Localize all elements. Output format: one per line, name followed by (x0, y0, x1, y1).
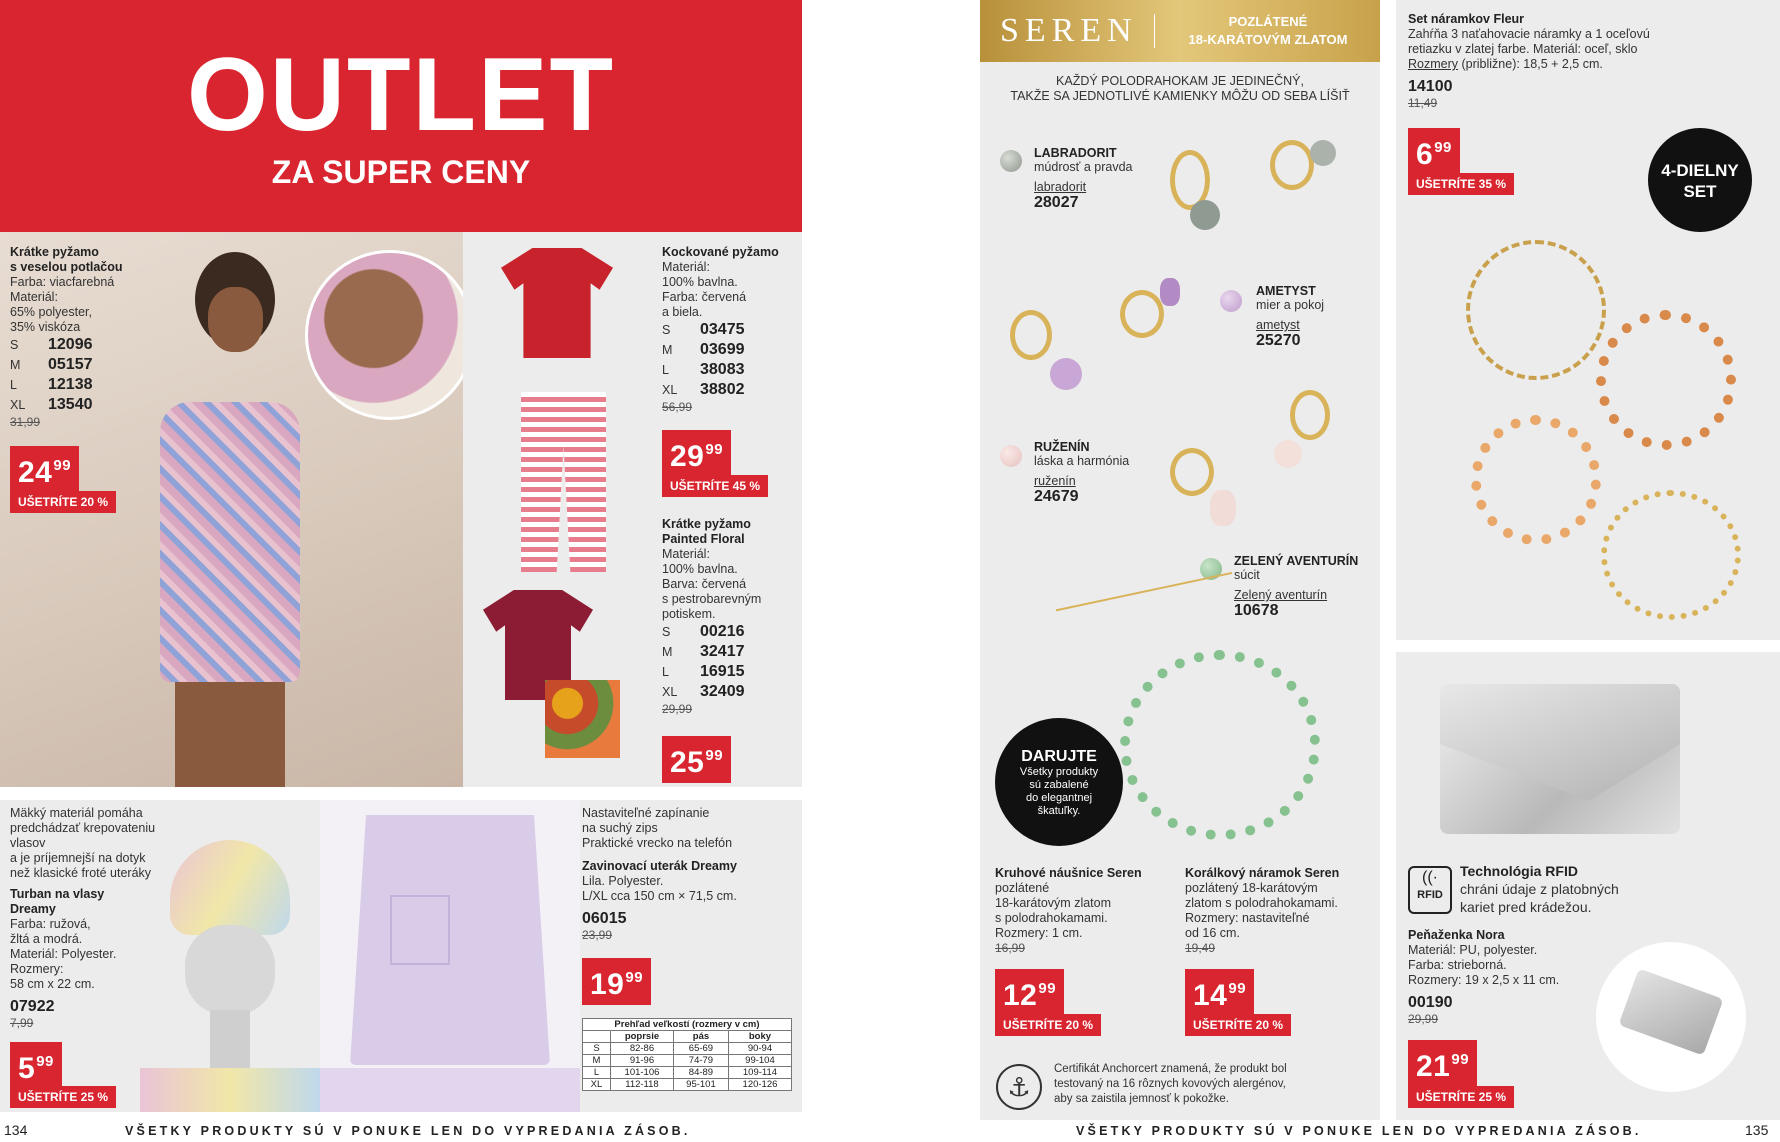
gem-variant: labradorit (1034, 180, 1087, 194)
price-tag (662, 736, 731, 783)
pajama-floral-desc-3: Barva: červená (662, 577, 747, 591)
anchorcert-line-2: testovaný na 16 rôznych kovových alergénov, (1054, 1078, 1286, 1090)
table-cell: S (583, 1043, 611, 1055)
gift-badge-text-4: škatuľky. (1037, 805, 1081, 817)
wallet-desc-1: Materiál: PU, polyester. (1408, 943, 1538, 957)
pajama-print-title-1: Krátke pyžamo (10, 245, 99, 259)
product-code: 03475 (700, 321, 745, 338)
savings-badge: UŠETRÍTE 35 % (1408, 173, 1514, 195)
size-label: S (662, 625, 671, 639)
product-code: 24679 (1034, 488, 1079, 505)
labradorite-swatch (1000, 150, 1022, 172)
table-cell: 101-106 (610, 1067, 673, 1079)
anchorcert-line-1: Certifikát Anchorcert znamená, že produkt bol (1054, 1063, 1287, 1075)
turban-desc-2: žltá a modrá. (10, 932, 83, 946)
product-code: 16915 (700, 663, 745, 680)
earrings-info (995, 866, 1175, 955)
bracelet-set-info (1408, 12, 1768, 110)
turban-intro-4: než klasické froté uteráky (10, 866, 152, 880)
price-cents: 99 (1228, 980, 1247, 997)
rfid-info (1460, 862, 1700, 916)
gift-badge-text-3: do elegantnej (1025, 792, 1093, 804)
bracelet-set-desc-1: Zahŕňa 3 naťahovacie náramky a 1 oceľovú (1408, 27, 1650, 41)
price-cents: 99 (705, 747, 724, 764)
earrings-desc-4: Rozmery: 1 cm. (995, 926, 1083, 940)
table-cell: M (583, 1055, 611, 1067)
old-price: 16,99 (995, 941, 1026, 955)
pajama-print-desc-1: Farba: viacfarebná (10, 275, 115, 289)
unique-note-1: KAŽDÝ POLODRAHOKAM JE JEDINEČNÝ, (1056, 74, 1304, 88)
gem-meaning: múdrosť a pravda (1034, 160, 1133, 174)
table-cell: 82-86 (610, 1043, 673, 1055)
price-tag (582, 958, 651, 1005)
pajama-floral-info (662, 517, 802, 716)
outlet-banner (0, 0, 802, 232)
pajama-floral-sizes (662, 622, 802, 702)
table-cell: 91-96 (610, 1055, 673, 1067)
price-tag (1408, 128, 1460, 175)
gem-meaning: mier a pokoj (1256, 298, 1325, 312)
price-whole: 24 (18, 456, 53, 489)
beaded-bracelet-title: Korálkový náramok Seren (1185, 866, 1340, 880)
size-label: XL (662, 383, 678, 397)
savings-badge: UŠETRÍTE 20 % (1185, 1014, 1291, 1036)
table-cell: 84-89 (673, 1067, 728, 1079)
gem-variant: Zelený aventurín (1234, 588, 1328, 602)
bracelet-set-desc-2: retiazku v zlatej farbe. Materiál: oceľ, sklo (1408, 42, 1638, 56)
size-table (582, 1018, 792, 1091)
size-label: XL (662, 685, 678, 699)
price-whole: 25 (670, 746, 705, 779)
size-table-header: pás (673, 1031, 728, 1043)
pajama-check-title: Kockované pyžamo (662, 245, 779, 259)
set-badge-line-1: 4-DIELNY (1661, 161, 1739, 180)
pajama-floral-desc-1: Materiál: (662, 547, 710, 561)
pajama-print-sizes (10, 335, 140, 415)
towel-desc-1: Lila. Polyester. (582, 874, 664, 888)
gem-labradorite (1034, 146, 1133, 212)
gift-badge-title: DARUJTE (1021, 748, 1097, 765)
price-tag (10, 1042, 62, 1089)
pajama-check-desc-2: 100% bavlna. (662, 275, 738, 289)
pajama-print-desc-4: 35% viskóza (10, 320, 81, 334)
product-code: 13540 (48, 396, 93, 413)
amethyst-swatch (1220, 290, 1242, 312)
price-cents: 99 (1451, 1051, 1470, 1068)
price-cents: 99 (1038, 980, 1057, 997)
product-code: 25270 (1256, 332, 1301, 349)
table-cell: 95-101 (673, 1079, 728, 1091)
product-code: 38083 (700, 361, 745, 378)
old-price: 31,99 (10, 415, 41, 429)
labradorite-earrings (1170, 140, 1350, 240)
product-code: 28027 (1034, 194, 1079, 211)
size-label: XL (10, 398, 26, 412)
pajama-floral-desc-4: s pestrobarevným (662, 592, 762, 606)
banner-subtitle: ZA SUPER CENY (271, 154, 531, 190)
size-label: M (662, 645, 673, 659)
size-table-caption: Prehľad veľkostí (rozmery v cm) (583, 1019, 792, 1031)
product-code: 00190 (1408, 994, 1453, 1011)
towel-intro-2: na suchý zips (582, 821, 658, 835)
left-page (0, 0, 810, 1142)
gem-variant: ruženín (1034, 474, 1076, 488)
wallet-desc-2: Farba: strieborná. (1408, 958, 1507, 972)
gem-name: LABRADORIT (1034, 146, 1117, 160)
price-whole: 29 (670, 440, 705, 473)
pajama-check-info (662, 245, 802, 414)
old-price: 23,99 (582, 928, 613, 942)
rfid-title: Technológia RFID (1460, 863, 1578, 879)
size-label: L (662, 665, 669, 679)
detail-photo-circle (305, 250, 475, 420)
savings-badge: UŠETRÍTE 20 % (995, 1014, 1101, 1036)
bracelet-chain-gold (1466, 240, 1606, 380)
beaded-bracelet-info (1185, 866, 1375, 955)
floral-shorts (545, 680, 620, 758)
pajama-check-sizes (662, 320, 802, 400)
savings-badge: UŠETRÍTE 25 % (1408, 1086, 1514, 1108)
gem-amethyst (1256, 284, 1324, 350)
price-whole: 19 (590, 968, 625, 1001)
aventurine-bracelet (1120, 650, 1320, 840)
turban-desc-5: 58 cm x 22 cm. (10, 977, 95, 991)
size-table-header (583, 1031, 611, 1043)
product-code: 07922 (10, 998, 55, 1015)
page-number-left: 134 (4, 1122, 28, 1138)
gem-variant: ametyst (1256, 318, 1300, 332)
pajama-floral-desc-5: potiskem. (662, 607, 716, 621)
price-cents: 99 (53, 457, 72, 474)
pajama-check-desc-1: Materiál: (662, 260, 710, 274)
price-whole: 6 (1416, 138, 1434, 171)
bracelet-mixed (1471, 415, 1601, 545)
table-cell: 120-126 (728, 1079, 791, 1091)
red-tshirt (501, 248, 613, 358)
pajama-check-desc-4: a biela. (662, 305, 703, 319)
gem-name: RUŽENÍN (1034, 440, 1090, 454)
model-figure (140, 252, 320, 787)
beaded-bracelet-desc-4: od 16 cm. (1185, 926, 1240, 940)
savings-badge: UŠETRÍTE 45 % (662, 475, 768, 497)
seren-logo: SEREN (1000, 12, 1138, 49)
price-cents: 99 (625, 969, 644, 986)
gift-badge-text-2: sú zabalené (1029, 779, 1089, 791)
wallet-open-photo (1596, 942, 1746, 1092)
price-tag (995, 969, 1064, 1016)
towel-info (582, 806, 797, 942)
seren-divider (1154, 14, 1155, 48)
turban-desc-3: Materiál: Polyester. (10, 947, 117, 961)
product-code: 12096 (48, 336, 93, 353)
size-label: S (662, 323, 671, 337)
earrings-desc-3: s polodrahokamami. (995, 911, 1108, 925)
rfid-icon-label: RFID (1417, 889, 1443, 901)
product-code: 03699 (700, 341, 745, 358)
turban-desc-1: Farba: ružová, (10, 917, 91, 931)
turban-fabric (140, 1068, 320, 1112)
turban-title-1: Turban na vlasy (10, 887, 105, 901)
amethyst-earrings (1010, 270, 1200, 410)
size-label: S (10, 338, 19, 352)
table-cell: 65-69 (673, 1043, 728, 1055)
price-cents: 99 (36, 1053, 54, 1070)
turban-intro-1: Mäkký materiál pomáha (10, 806, 143, 820)
price-tag (1185, 969, 1254, 1016)
page-number-right: 135 (1745, 1122, 1769, 1138)
size-label: M (662, 343, 673, 357)
beaded-bracelet-desc-1: pozlátený 18-karátovým (1185, 881, 1318, 895)
gift-badge-text-1: Všetky produkty (1019, 766, 1099, 778)
wallet-desc-3: Rozmery: 19 x 2,5 x 11 cm. (1408, 973, 1560, 987)
towel-intro-3: Praktické vrecko na telefón (582, 836, 733, 850)
price-cents: 99 (1434, 139, 1452, 156)
pajama-print-desc-2: Materiál: (10, 290, 58, 304)
dims-rest: (približne): 18,5 + 2,5 cm. (1458, 57, 1603, 71)
unique-note-2: TAKŽE SA JEDNOTLIVÉ KAMIENKY MÔŽU OD SEBA LÍŠIŤ (1010, 89, 1350, 103)
turban-intro-2: predchádzať krepovateniu vlasov (10, 821, 156, 850)
product-code: 10678 (1234, 602, 1279, 619)
price-whole: 5 (18, 1052, 36, 1085)
earrings-desc-1: pozlátené (995, 881, 1050, 895)
wallet-photo (1440, 684, 1680, 834)
anchor-icon: ⚓ (996, 1064, 1042, 1110)
set-badge-line-2: SET (1683, 182, 1717, 201)
table-cell: 74-79 (673, 1055, 728, 1067)
seren-tag-2: 18-KARÁTOVÝM ZLATOM (1188, 32, 1348, 47)
beaded-bracelet-desc-3: Rozmery: nastaviteľné (1185, 911, 1310, 925)
gem-name: ZELENÝ AVENTURÍN (1234, 554, 1359, 568)
dims-label: Rozmery (1408, 57, 1459, 71)
price-whole: 21 (1416, 1050, 1451, 1083)
product-code: 32417 (700, 643, 745, 660)
banner-title: OUTLET (187, 37, 615, 153)
savings-badge: UŠETRÍTE 20 % (10, 491, 116, 513)
savings-badge: UŠETRÍTE 25 % (10, 1086, 116, 1108)
size-label: L (10, 378, 17, 392)
turban-desc-4: Rozmery: (10, 962, 64, 976)
pajama-print-title-2: s veselou potlačou (10, 260, 123, 274)
anchorcert-note (1054, 1062, 1374, 1107)
table-cell: L (583, 1067, 611, 1079)
table-cell: 109-114 (728, 1067, 791, 1079)
wallet-title: Peňaženka Nora (1408, 928, 1505, 942)
old-price: 29,99 (1408, 1012, 1439, 1026)
turban-info (10, 806, 180, 1030)
gem-name: AMETYST (1256, 284, 1316, 298)
product-code: 00216 (700, 623, 745, 640)
towel-title: Zavinovací uterák Dreamy (582, 859, 737, 873)
rfid-text-2: kariet pred krádežou. (1460, 899, 1592, 915)
product-code: 14100 (1408, 78, 1453, 95)
anchorcert-line-3: aby sa zaistila jemnosť k pokožke. (1054, 1093, 1229, 1105)
size-label: M (10, 358, 21, 372)
towel-desc-2: L/XL cca 150 cm × 71,5 cm. (582, 889, 737, 903)
table-cell: 90-94 (728, 1043, 791, 1055)
footer-right: VŠETKY PRODUKTY SÚ V PONUKE LEN DO VYPREDANIA ZÁSOB. (1076, 1124, 1642, 1138)
table-row (583, 1055, 792, 1067)
table-cell: 99-104 (728, 1055, 791, 1067)
wallet-info (1408, 928, 1608, 1026)
seren-header (980, 0, 1380, 62)
product-code: 06015 (582, 910, 627, 927)
rfid-text-1: chráni údaje z platobných (1460, 881, 1619, 897)
rose-quartz-earrings (1170, 390, 1350, 540)
old-price: 7,99 (10, 1016, 34, 1030)
size-table-header: boky (728, 1031, 791, 1043)
old-price: 19,49 (1185, 941, 1216, 955)
price-tag (662, 430, 731, 477)
gift-badge (995, 718, 1123, 846)
table-cell: 112-118 (610, 1079, 673, 1091)
price-tag (1408, 1040, 1477, 1087)
gem-meaning: súcit (1234, 568, 1260, 582)
seren-tag-1: POZLÁTENÉ (1228, 14, 1308, 29)
right-page (980, 0, 1780, 1142)
bracelet-orange (1596, 310, 1736, 450)
table-row (583, 1079, 792, 1091)
table-row (583, 1067, 792, 1079)
set-badge (1648, 128, 1752, 232)
pajama-print-info (10, 245, 140, 429)
old-price: 56,99 (662, 400, 693, 414)
pajama-floral-title-2: Painted Floral (662, 532, 745, 546)
size-table-header: poprsie (610, 1031, 673, 1043)
product-code: 05157 (48, 356, 93, 373)
pajama-floral-desc-2: 100% bavlna. (662, 562, 738, 576)
product-code: 38802 (700, 381, 745, 398)
pajama-check-desc-3: Farba: červená (662, 290, 747, 304)
pajama-floral-title-1: Krátke pyžamo (662, 517, 751, 531)
gem-meaning: láska a harmónia (1034, 454, 1130, 468)
turban-intro-3: a je príjemnejší na dotyk (10, 851, 146, 865)
old-price: 29,99 (662, 702, 693, 716)
towel-photo (320, 800, 580, 1112)
earrings-desc-2: 18-karátovým zlatom (995, 896, 1112, 910)
price-whole: 14 (1193, 979, 1228, 1012)
beaded-bracelet-desc-2: zlatom s polodrahokamami. (1185, 896, 1338, 910)
size-label: L (662, 363, 669, 377)
unique-note (980, 74, 1380, 104)
price-whole: 12 (1003, 979, 1038, 1012)
old-price: 11,49 (1408, 96, 1438, 110)
size-table-wrap (582, 1018, 792, 1091)
rose-quartz-swatch (1000, 445, 1022, 467)
checked-pants (521, 392, 606, 572)
product-code: 32409 (700, 683, 745, 700)
earrings-title: Kruhové náušnice Seren (995, 866, 1142, 880)
footer-left: VŠETKY PRODUKTY SÚ V PONUKE LEN DO VYPREDANIA ZÁSOB. (125, 1124, 691, 1138)
pajama-print-desc-3: 65% polyester, (10, 305, 92, 319)
towel-intro-1: Nastaviteľné zapínanie (582, 806, 710, 820)
gem-aventurine (1234, 554, 1358, 620)
bracelet-set-title: Set náramkov Fleur (1408, 12, 1525, 26)
rfid-icon: ((· RFID (1408, 866, 1452, 914)
turban-title-2: Dreamy (10, 902, 56, 916)
bracelet-seed (1601, 490, 1741, 620)
price-tag (10, 446, 79, 493)
bracelet-set-dims (1408, 57, 1768, 72)
gem-rose-quartz (1034, 440, 1129, 506)
table-cell: XL (583, 1079, 611, 1091)
product-code: 12138 (48, 376, 93, 393)
table-row (583, 1043, 792, 1055)
price-cents: 99 (705, 441, 724, 458)
